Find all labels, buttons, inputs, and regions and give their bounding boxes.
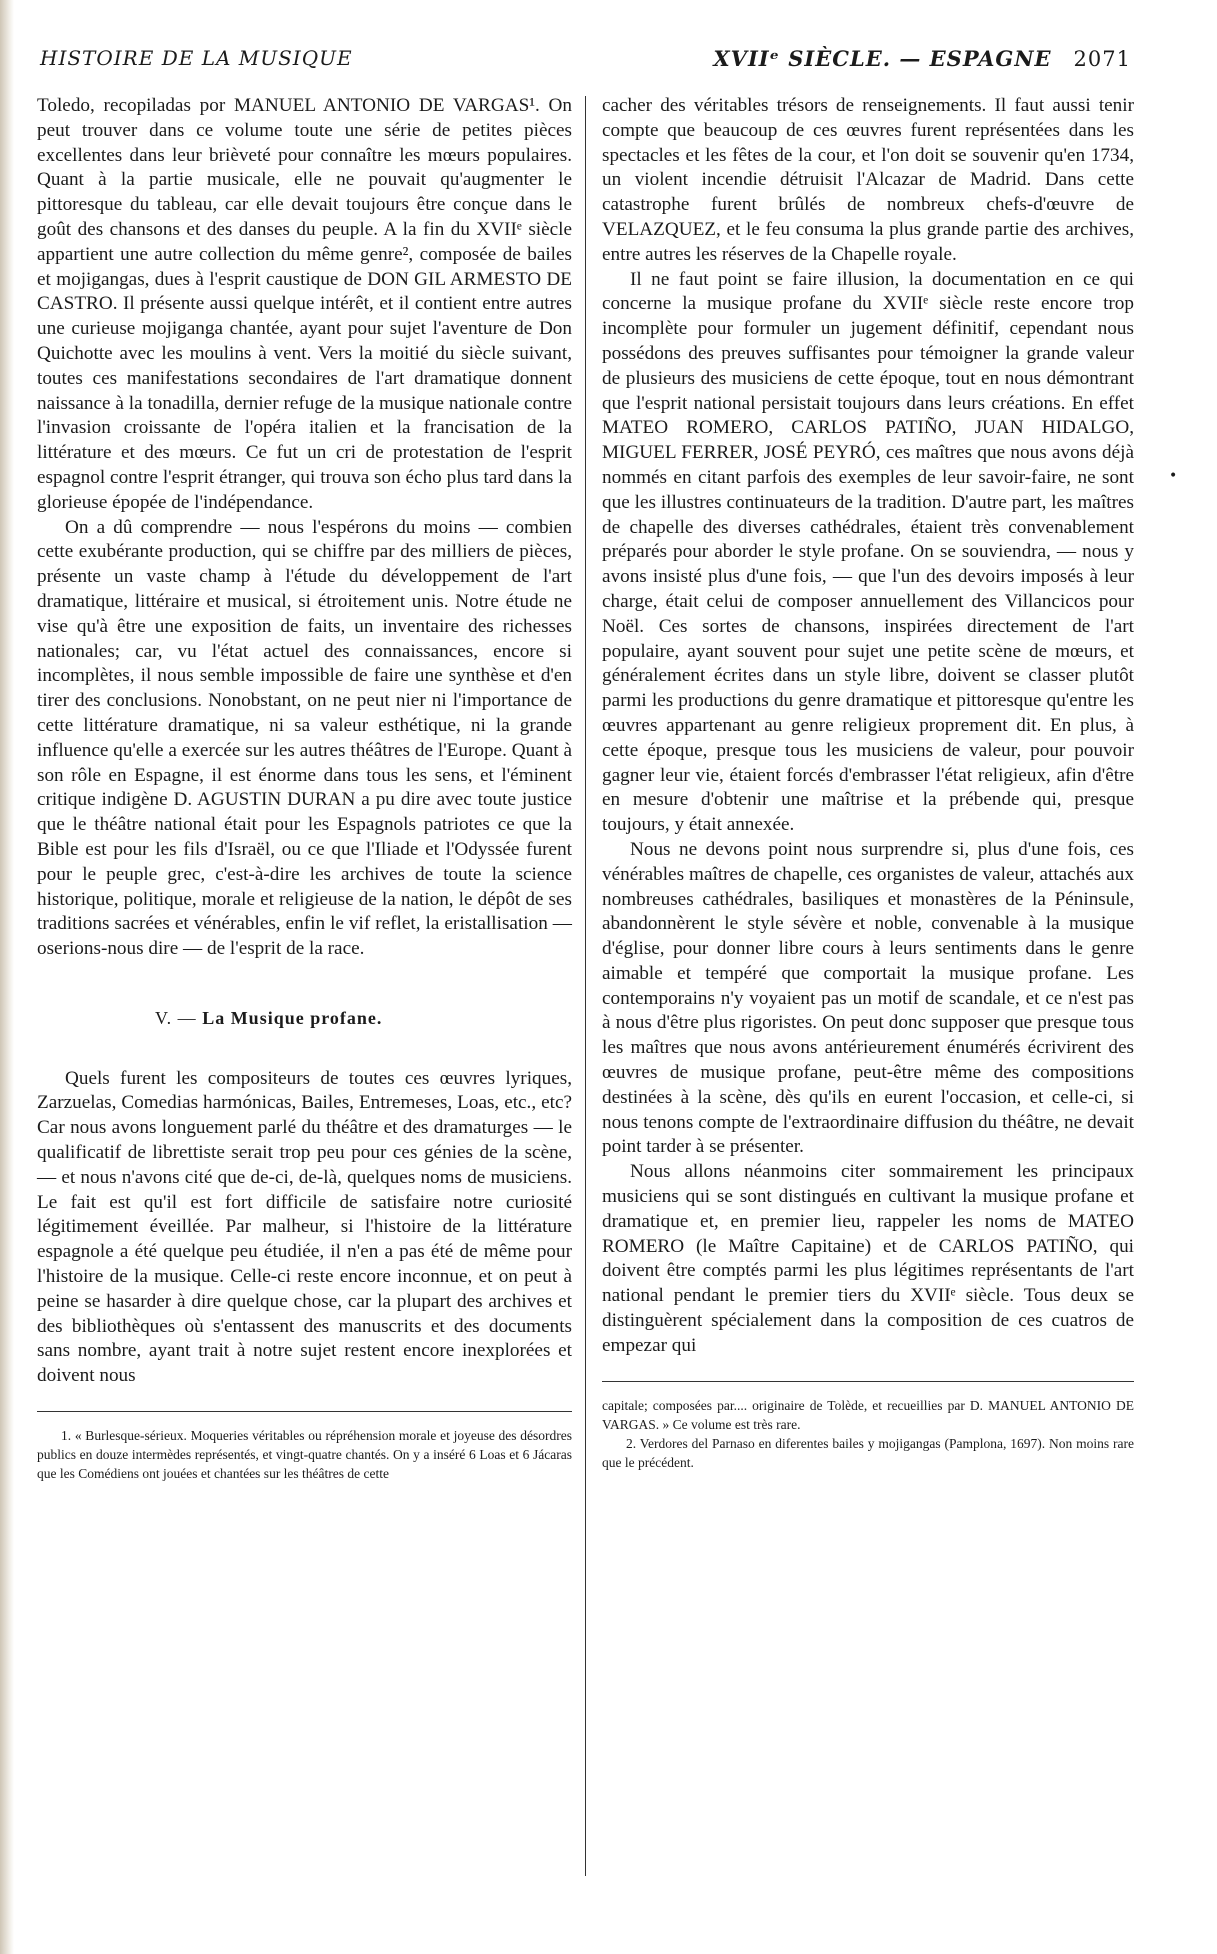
footnote: 1. « Burlesque-sérieux. Moqueries véritables ou répréhension morale et joyeuse des désordres publics en douze intermèdes représentés, et vingt-quatre chantés. On y a inséré 6 Loas et 6 Jácaras que les Comédiens ont jouées et chantées sur les théâtres de cette	[37, 1428, 572, 1482]
page-binding-edge	[0, 0, 14, 1954]
header-chapter-title: XVIIᵉ SIÈCLE. — ESPAGNE	[713, 46, 1052, 71]
footnote-rule	[37, 1411, 572, 1412]
column-divider	[585, 96, 586, 1876]
header-book-title: HISTOIRE DE LA MUSIQUE	[40, 46, 353, 70]
left-column	[37, 94, 572, 1483]
footnotes	[37, 1426, 572, 1483]
footnote-rule	[602, 1381, 1134, 1382]
paragraph: cacher des véritables trésors de renseignements. Il faut aussi tenir compte que beaucoup de ces œuvres furent représentées dans les spectacles et les fêtes de la cour, et l'on doit se souvenir qu'en 1734, un violent incendie détruisit l'Alcazar de Madrid. Dans cette catastrophe furent brûlés de nombreux chefs-d'œuvre de VELAZQUEZ, et le feu consuma la plus grande partie des archives, entre autres les réserves de la Chapelle royale.	[602, 95, 1134, 265]
footnotes	[602, 1396, 1134, 1472]
section-title: La Musique profane.	[202, 1007, 383, 1028]
margin-mark: •	[1169, 468, 1178, 484]
footnote: 2. Verdores del Parnaso en diferentes bailes y mojigangas (Pamplona, 1697). Non moins rare que le précédent.	[602, 1435, 1134, 1470]
section-heading	[37, 1006, 572, 1031]
footnote-continued: capitale; composées par.... originaire de Tolède, et recueillies par D. MANUEL ANTONIO DE VARGAS. » Ce volume est très rare.	[602, 1397, 1134, 1432]
header-chapter	[713, 46, 1131, 71]
paragraph: Toledo, recopiladas por MANUEL ANTONIO DE VARGAS¹. On peut trouver dans ce volume toute une série de petites pièces excellentes dans leur brièveté pour connaître les mœurs populaires. Quant à la partie musicale, elle ne pouvait qu'augmenter le pittoresque du tableau, car elle devait toujours être conçue dans le goût des chansons et des danses du peuple. A la fin du XVIIᵉ siècle appartient une autre collection du même genre², composée de bailes et mojigangas, dues à l'esprit caustique de DON GIL ARMESTO DE CASTRO. Il présente aussi quelque intérêt, et il contient entre autres une curieuse mojiganga chantée, ayant pour sujet l'aventure de Don Quichotte avec les moulins à vent. Vers la moitié du siècle suivant, toutes ces manifestations secondaires de l'art dramatique donnent naissance à la tonadilla, dernier refuge de la musique nationale contre l'invasion croissante de l'opéra italien et la francisation de la littérature et des mœurs. Ce fut un cri de protestation de l'esprit espagnol contre l'esprit étranger, qui trouva son écho plus tard dans la glorieuse épopée de l'indépendance.	[37, 95, 572, 513]
paragraph: Quels furent les compositeurs de toutes ces œuvres lyriques, Zarzuelas, Comedias harmónicas, Bailes, Entremeses, Loas, etc., etc? Car nous avons longuement parlé du théâtre et des dramaturges — le qualificatif de librettiste serait trop peu pour ces génies de la scène, — et nous n'avons cité que de-ci, de-là, quelques noms de musiciens. Le fait est qu'il est fort difficile de satisfaire notre curiosité légitimement éveillée. Par malheur, si l'histoire de la littérature espagnole a été quelque peu étudiée, il n'en a pas été de même pour l'histoire de la musique. Celle-ci reste encore inconnue, et on peut à peine se hasarder à dire quelque chose, car la plupart des archives et des bibliothèques où s'entassent des manuscrits et des documents sans nombre, ayant trait à notre sujet restent encore inexplorées et doivent nous	[37, 1067, 572, 1387]
page-number: 2071	[1073, 47, 1131, 71]
paragraph: On a dû comprendre — nous l'espérons du moins — combien cette exubérante production, qui se chiffre par des milliers de pièces, présente un vaste champ à l'étude du développement de l'art dramatique, littéraire et musical, si étroitement unis. Notre étude ne vise qu'à être une exposition de faits, un inventaire des richesses nationales; car, vu l'état actuel des connaissances, encore si incomplètes, il nous semble impossible de faire une synthèse et d'en tirer des conclusions. Nonobstant, on ne peut nier ni l'importance de cette littérature dramatique, ni sa valeur esthétique, ni la grande influence qu'elle a exercée sur les autres théâtres de l'Europe. Quant à son rôle en Espagne, il est énorme dans tous les sens, et l'éminent critique indigène D. AGUSTIN DURAN a pu dire avec toute justice que le théâtre national était pour les Espagnols patriotes ce que la Bible est pour les fils d'Israël, ou ce que l'Iliade et l'Odyssée furent pour le peuple grec, c'est-à-dire les archives de toute la science historique, politique, morale et religieuse de la nation, le dépôt de ses traditions sacrées et vénérables, enfin le vif reflet, la eristallisation — oserions-nous dire — de l'esprit de la race.	[37, 516, 572, 960]
paragraph: Nous ne devons point nous surprendre si, plus d'une fois, ces vénérables maîtres de chapelle, ces organistes de valeur, attachés aux nombreuses cathédrales, basiliques et monastères de la Péninsule, abandonnèrent le style sévère et noble, convenable à la musique d'église, pour donner libre cours à leurs sentiments dans le genre aimable et tempéré que comportait la musique profane. Les contemporains n'y voyaient pas un motif de scandale, et ce n'est pas à nous d'être plus rigoristes. On peut donc supposer que presque tous les maîtres que nous avons antérieurement énumérés écrivirent des œuvres de musique profane, peut-être même des compositions destinées à la scène, dès qu'ils en eurent l'occasion, et celle-ci, si nous tenons compte de l'extraordinaire diffusion du théâtre, ne devait point tarder à se présenter.	[602, 838, 1134, 1158]
running-header	[40, 46, 1131, 78]
right-column	[602, 94, 1134, 1472]
paragraph: Il ne faut point se faire illusion, la documentation en ce qui concerne la musique profane du XVIIᵉ siècle reste encore trop incomplète pour formuler un jugement définitif, cependant nous possédons des preuves suffisantes pour témoigner la grande valeur de plusieurs des musiciens de cette époque, tout en nous démontrant que l'esprit national persistait toujours dans leurs créations. En effet MATEO ROMERO, CARLOS PATIÑO, JUAN HIDALGO, MIGUEL FERRER, JOSÉ PEYRÓ, ces maîtres que nous avons déjà nommés en citant parfois des exemples de leur savoir-faire, ne sont que les illustres continuateurs de la tradition. D'autre part, les maîtres de chapelle des diverses cathédrales, étaient très convenablement préparés pour aborder le style profane. On se souviendra, — nous y avons insisté plus d'une fois, — que l'un des devoirs imposés à leur charge, était celui de composer annuellement des Villancicos pour Noël. Ces sortes de chansons, inspirées directement de l'art populaire, ayant souvent pour sujet une petite scène de mœurs, et généralement écrites dans un style libre, doivent se classer plutôt parmi les productions du genre dramatique et pittoresque qu'entre les œuvres appartenant au genre religieux proprement dit. En plus, à cette époque, presque tous les musiciens de valeur, pour pouvoir gagner leur vie, étaient forcés d'embrasser l'état religieux, afin d'être en mesure d'obtenir une maîtrise et la prébende qui, presque toujours, y était annexée.	[602, 268, 1134, 836]
paragraph: Nous allons néanmoins citer sommairement les principaux musiciens qui se sont distingués en cultivant la musique profane et dramatique et, en premier lieu, rappeler les noms de MATEO ROMERO (le Maître Capitaine) et de CARLOS PATIÑO, qui doivent être comptés parmi les plus légitimes représentants de l'art national pendant le premier tiers du XVIIᵉ siècle. Tous deux se distinguèrent spécialement dans la composition de ces cuatros de empezar qui	[602, 1161, 1134, 1356]
section-number: V. —	[155, 1007, 197, 1028]
